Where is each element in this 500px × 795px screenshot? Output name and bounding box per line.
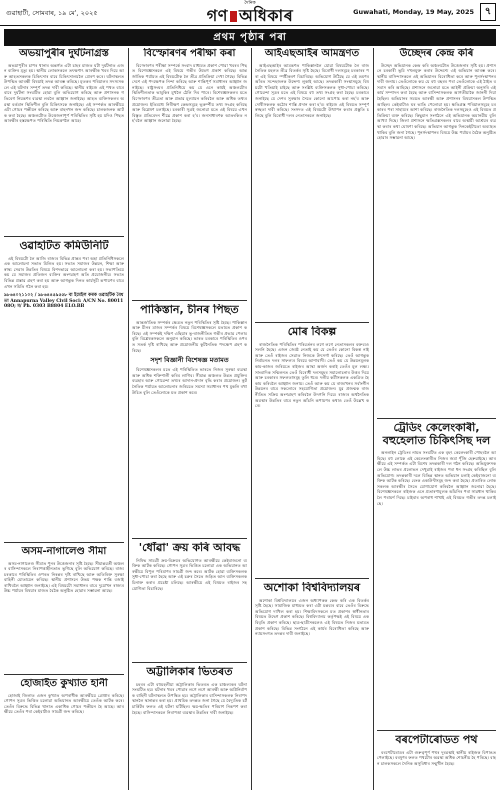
logo-name: গণ অধিকাৰ [206,6,294,25]
contact-info: ৯৮৬৪০২১১০২ / ৯৮৬৪৪৫৯৫৫৮ বা ইমেইল কৰক ওৱাহটিক বৈধতা Annapurna Valley Civil Soci: A/CN No. 8001108O; ম/ Ph. 0303 B8804 ELO.BB [4,293,124,310]
article-body: বিস্ফোৰণৰ পৰীক্ষা সম্পৰ্কে সংবাদ মাধ্যমত প্ৰকাশ পোৱা খবৰৰ পিছত বিশেষজ্ঞসকলে এই বিষয়ে গভীৰ উদ্বেগ প্ৰকাশ কৰিছে। আন্তৰ্জাতিক পৰ্যায়ত এই বিষয়টোক লৈ তীব্ৰ প্ৰতিক্ৰিয়া দেখা গৈছে। বিভিন্ন দেশে এই পদক্ষেপক নিন্দা কৰিছে আৰু শান্তিপূৰ্ণ সমাধানৰ আহ্বান জনাইছে। ৰাষ্ট্ৰসংঘৰ প্ৰতিনিধিয়ে কয় যে এনে কাৰ্যই অঞ্চলটোৰ স্থিতিশীলতাক ভাবুকিৰ মুখলৈ ঠেলি দিব পাৰে। বিশেষজ্ঞসকলৰ মতে বিস্ফোৰণৰ তীব্ৰতা আৰু প্ৰভাৱ মূল্যায়ন কৰিবলৈ আৰু অধিক তথ্যৰ প্ৰয়োজন। ইতিমধ্যে নিৰীক্ষণ কেন্দ্ৰসমূহে ভূকম্পীয় তথ্য সংগ্ৰহ কৰিছে আৰু বিশ্লেষণ চলাইছে। চৰকাৰী সূত্ৰই জনোৱা মতে এই বিষয়ে এখন বিস্তৃত প্ৰতিবেদন শীঘ্ৰে প্ৰকাশ কৰা হ'ব। জনসাধাৰণক আতংকিত নহ'বলৈ আহ্বান জনোৱা হৈছে। [132,62,247,124]
column-1 [4,48,124,788]
article-subhead: সদৃশ বিজ্ঞানী বিশেষজ্ঞ মতামত [150,356,229,365]
divider [377,730,496,732]
masthead-date-left: গুৱাহাটী, সোমবাৰ, ১৯ মে', ২০২৫ [6,9,98,17]
column-4 [377,48,496,788]
article [377,422,496,728]
article [4,678,124,788]
divider [255,578,369,580]
article-body: অসম-নাগালেণ্ড সীমাত পুনৰ উত্তেজনাৰ সৃষ্টি হৈছে। সীমান্তৱৰ্তী অঞ্চলৰ বাসিন্দাসকলে নিৰাপত্তাহীনতাত ভুগিছে বুলি অভিযোগ কৰিছে। ৰাজ্য চৰকাৰে পৰিস্থিতিৰ ওপৰত নিৰন্তৰ দৃষ্টি ৰাখিছে আৰু অতিৰিক্ত সুৰক্ষা বাহিনী মোতায়েন কৰিছে। স্থানীয় প্ৰশাসনে উভয় পক্ষক শান্তি বজাই ৰাখিবলৈ আহ্বান জনাইছে। এই বিষয়টো সমাধানৰ বাবে দুয়োখন ৰাজ্যৰ উচ্চ পৰ্যায়ৰ বিষয়াৰ মাজত বৈঠক অনুষ্ঠিত হোৱাৰ সম্ভাৱনা আছে। [4,560,124,594]
article [377,734,496,788]
logo-tagline: দৈনিক [244,1,256,6]
article-body: বিশেষজ্ঞসকলৰ মতে এই পৰিস্থিতিত ভাৰতে নিজৰ সুৰক্ষা ব্যৱস্থা আৰু অধিক শক্তিশালী কৰিব লাগিব। সীমান্ত অঞ্চলত উন্নত প্ৰযুক্তিৰ ব্যৱহাৰ আৰু গোৱেন্দা তথ্যৰ আদান-প্ৰদান বৃদ্ধি কৰাৰ প্ৰয়োজন। কূটনৈতিক পৰ্যায়ত আলোচনাৰ জৰিয়তে সমস্যা সমাধানৰ পথ মুকলি ৰখা উচিত বুলি তেওঁলোকে মত প্ৰকাশ কৰে। [132,367,247,395]
article-body: এই বিষয়টো লৈ আজি ৰাজ্যৰ বিভিন্ন প্ৰান্তৰ পৰা অহা প্ৰতিনিধিসকলে এক আলোচনা সভাত মিলিত হয়। সভাত সমাজৰ উন্নয়ন, শিক্ষা আৰু স্বাস্থ্য সেৱাৰ উন্নতিৰ বিষয়ে বিশদভাৱে আলোচনা কৰা হয়। সভাপতিয়ে কয় যে সমাজৰ প্ৰতিজন ব্যক্তিৰ অংশগ্ৰহণ অতি প্ৰয়োজনীয়। সভাত বিভিন্ন প্ৰস্তাৱ গ্ৰহণ কৰা হয় আৰু আগন্তুক দিনত কাৰ্যসূচী ৰূপায়ণৰ বাবে এখন সমিতি গঠন কৰা হয়। [4,255,124,289]
divider [4,542,124,544]
column-rule [251,48,252,790]
article-headline: ট্ৰেডিং কেলেংকাৰী, বহুহেলাত চিকিৎসিছ দল [382,422,491,447]
article [132,666,247,788]
divider [132,300,247,302]
column-3 [255,48,369,788]
divider [377,418,496,420]
page-number: ৭ [480,3,496,21]
article-headline: 'ধোঁৱা' ক্ৰয় কৰি আবদ্ধ [138,542,241,554]
article-headline: অশোকা বিশ্ববিদ্যালয়ৰ [263,582,361,594]
article-body: বৰপেটাৰোডৰ এটা গুৰুত্বপূৰ্ণ পথৰ দুৰৱস্থাই স্থানীয় ৰাইজক বিপাঙত পেলাইছে। বৰষুণৰ ফলত পথটোৰ অৱস্থা অধিক শোচনীয় হৈ পৰিছে। বাহন চালকসকলে দৈনিক অসুবিধাৰ সন্মুখীন হৈছে। [377,749,496,766]
article-body: হোজাই জিলাত এজন কুখ্যাত অপৰাধীক আৰক্ষীয়ে গ্ৰেপ্তাৰ কৰিছে। গোপন সূত্ৰৰ ভিত্তিত চলোৱা অভিযানত আৰক্ষীয়ে তেওঁক আটক কৰে। তেওঁৰ বিৰুদ্ধে বিভিন্ন থানাত একাধিক গোচৰ পঞ্জীয়ন হৈ আছে। আৰক্ষীয়ে তেওঁৰ পৰা কেইবাটাও সামগ্ৰী জব্দ কৰিছে। [4,692,124,715]
article-headline: মোৰ বিকল্প [287,326,337,338]
article-headline: বৰপেটাৰোডত পথ [395,734,478,746]
article [132,48,247,298]
column-rule [128,48,129,790]
article [255,326,369,576]
divider [4,674,124,676]
column-rule [373,48,374,790]
article [132,542,247,660]
article-body: আন্তৰ্জাতিক সম্পৰ্কৰ ক্ষেত্ৰত নতুন পৰিস্থিতিৰ সৃষ্টি হৈছে। পাকিস্তান আৰু চীনৰ মাজৰ সম্পৰ্কৰ বিষয়ে বিশেষজ্ঞসকলে মতামত প্ৰকাশ কৰিছে। এই সম্পৰ্কই দক্ষিণ এছিয়াৰ ভূ-ৰাজনীতিত গভীৰ প্ৰভাৱ পেলাব বুলি বিশ্লেষকসকলে অনুমান কৰিছে। ভাৰত চৰকাৰে পৰিস্থিতিৰ ওপৰত সতৰ্ক দৃষ্টি ৰাখিছে আৰু প্ৰয়োজনীয় কূটনৈতিক পদক্ষেপ গ্ৰহণ কৰিছে। [132,319,247,353]
newspaper-logo [196,1,304,24]
article [132,304,247,536]
article [4,546,124,673]
article [255,48,369,320]
section-banner: প্ৰথম পৃষ্ঠাৰ পৰা [4,29,496,46]
article-headline: পাকিস্তান, চীনৰ পিছত [140,304,239,316]
article-headline: উচ্ছেদৰ কেন্দ্ৰ কৰি [399,48,474,59]
article-headline: অট্টালিকাৰ ভিতৰত [146,666,233,678]
masthead [0,0,500,26]
column-2 [132,48,247,788]
article-body: চহৰৰ এটা বহুমহলীয়া অট্টালিকাৰ ভিতৰত এক চাঞ্চল্যকৰ ঘটনা সংঘটিত হয়। ঘটনাৰ খবৰ পোৱাৰ লগে লগে আৰক্ষী আৰু অগ্নিনিৰ্বাপক বাহিনী ঘটনাস্থলত উপস্থিত হয়। অট্টালিকাৰ বাসিন্দাসকলক নিৰাপদ স্থানলৈ স্থানান্তৰ কৰা হয়। প্ৰাথমিক তদন্তত জনা গৈছে যে বৈদ্যুতিক চৰ্ট চাৰ্কিটৰ ফলত এই ঘটনা ঘটিছিল। ক্ষয়-ক্ষতিৰ পৰিমাণ নিৰূপণ কৰা হৈছে। বাসিন্দাসকলে নিৰাপত্তা ব্যৱস্থাৰ উন্নতিৰ দাবী জনাইছে। [132,681,247,715]
article-headline: ওৱাহটিত কমিউনিটি [19,240,109,252]
article [255,582,369,788]
article-body: উচ্ছেদ অভিযানক কেন্দ্ৰ কৰি অঞ্চলটোত উত্তেজনাৰ সৃষ্টি হয়। প্ৰশাসনে চৰকাৰী ভূমি দখলমুক্ত কৰাৰ উদ্দেশ্যে এই অভিযান আৰম্ভ কৰে। স্থানীয় বাসিন্দাসকলে এই অভিযানৰ বিৰোধিতা কৰে আৰু পুনৰ্সংস্থাপনৰ দাবী জনায়। তেওঁলোকে কয় যে বহু বছৰৰ পৰা তেওঁলোকে এই ঠাইত বসবাস কৰি আহিছে। প্ৰশাসনে জনোৱা মতে আইনী প্ৰক্ৰিয়া অনুসৰি এই কাৰ্য সম্পাদন কৰা হৈছে আৰু বাসিন্দাসকলক আগতীয়াকৈ জাননী দিয়া হৈছিল। অভিযানৰ সময়ত আৰক্ষী আৰু প্ৰশাসনৰ বিষয়াসকল উপস্থিত আছিল। কেইবাটাও ঘৰ ভাঙি পেলোৱা হয়। ক্ষতিগ্ৰস্ত পৰিয়ালসমূহে চৰকাৰৰ পৰা সাহায্যৰ আশা কৰিছে। ৰাজনৈতিক দলসমূহেও এই বিষয়ত প্ৰতিক্ৰিয়া ব্যক্ত কৰিছে। কিছুমান সংগঠনে এই অভিযানক অমানৱীয় বুলি আখ্যা দিছে। জিলা প্ৰশাসনে ক্ষতিগ্ৰস্তসকলৰ বাবে অস্থায়ী আশ্ৰয়ৰ ব্যৱস্থা কৰাৰ কথা ঘোষণা কৰিছে। অভিযান আগন্তুক দিনকেইটাতো অব্যাহত থাকিব বুলি জনা গৈছে। পুনৰ্সংস্থাপনৰ বিষয়ে উচ্চ পৰ্যায়ৰ বৈঠক অনুষ্ঠিত হোৱাৰ সম্ভাৱনা আছে। [377,62,496,141]
divider [132,662,247,664]
article-body: অভয়াপুৰীৰ চাপৰ থানাৰ অন্তৰ্গত এটা চাহৰ মাজত ঘটা দুৰ্ঘটনাত এজন ব্যক্তিৰ মৃত্যু হয়। স্থানীয় লোকসকলে তৎক্ষণাৎ আৰক্ষীক খবৰ দিয়ে আৰু আহতসকলক চিকিৎসাৰ বাবে চিকিৎসালয়লৈ প্ৰেৰণ কৰে। ঘটনাস্থলত উপস্থিত আৰক্ষী বিষয়াই তদন্ত আৰম্ভ কৰিছে। মৃতকৰ পৰিয়ালৰ সদস্যসকলে এই ঘটনাৰ সম্পূৰ্ণ তদন্ত দাবী কৰিছে। স্থানীয় ৰাইজে এই পথত বাৰে বাৰে দুৰ্ঘটনা সংঘটিত হোৱা বুলি অভিযোগ কৰিছে আৰু প্ৰশাসনক গতিবেগ নিয়ন্ত্ৰণৰ ব্যৱস্থা লবলৈ আহ্বান জনাইছে। আহত ব্যক্তিসকলৰ অৱস্থা বৰ্তমান স্থিতিশীল বুলি চিকিৎসকে জনাইছে। এই সম্পৰ্কত আৰক্ষীয়ে এটা গোচৰ পঞ্জীয়ন কৰিছে আৰু বাহনখন জব্দ কৰিছে। চালকজনক আটক কৰা হৈছে। অঞ্চলটোত উত্তেজনাপূৰ্ণ পৰিস্থিতিৰ সৃষ্টি হয় যদিও পিছত আৰক্ষীৰ হস্তক্ষেপত পৰিস্থিতি নিয়ন্ত্ৰণলৈ আহে। [4,62,124,124]
article-body: ৰাজনৈতিক পৰিস্থিতিৰ পৰিৱৰ্তনৰ লগে লগে নেতাসকলৰ বক্তব্যও সলনি হৈছে। এজন জ্যেষ্ঠ নেতাই কয় যে তেওঁৰ কোনো বিকল্প নাই আৰু তেওঁ ৰাইজৰ সেৱাত নিজকে উৎসৰ্গা কৰিছে। তেওঁ আগন্তুক নিৰ্বাচনত দলৰ সাফল্যৰ বিষয়ে আশাবাদী। তেওঁ কয় যে উন্নয়নমূলক কাম-কাজৰ জৰিয়তে ৰাইজৰ আস্থা অৰ্জন কৰাই তেওঁৰ মূল লক্ষ্য। সাংবাদিক সন্মিলনত তেওঁ বিৰোধী দলসমূহৰ সমালোচনাৰ উত্তৰ দিয়ে আৰু চৰকাৰৰ সফলতাসমূহ তুলি ধৰে। দলীয় কৰ্মীসকলক একত্ৰিত হৈ কাম কৰিবলৈ আহ্বান জনায়। তেওঁ আৰু কয় যে ৰাজ্যখনৰ সৰ্বাংগীন উন্নয়নৰ বাবে সকলোৰে সহযোগিতা প্ৰয়োজন। যুৱ প্ৰজন্মক ৰাজনীতিত সক্ৰিয় অংশগ্ৰহণ কৰিবলৈ উদগনি দিয়ে। ৰাজ্যৰ অৰ্থনৈতিক অৱস্থাৰ উন্নতিৰ বাবে নতুন আঁচনি ৰূপায়ণৰ কথাও তেওঁ উল্লেখ কৰে। [255,341,369,409]
article-body: অশোকা বিশ্ববিদ্যালয়ৰ এজন অধ্যাপকক কেন্দ্ৰ কৰি এক বিতৰ্কৰ সৃষ্টি হৈছে। সামাজিক মাধ্যমত কৰা এটা মন্তব্যৰ বাবে তেওঁৰ বিৰুদ্ধে অভিযোগ দাখিল কৰা হয়। শিক্ষাবিদসকলে মত প্ৰকাশৰ স্বাধীনতাৰ বিষয়ত উদ্বেগ প্ৰকাশ কৰিছে। বিশ্ববিদ্যালয় কৰ্তৃপক্ষই এই বিষয়ে এক বিবৃতি প্ৰকাশ কৰিছে। ছাত্ৰ-ছাত্ৰীসকলেও এই বিষয়ত নিজৰ মতামত প্ৰকাশ কৰিছে। বিভিন্ন সংগঠনে এই কাৰ্যৰ বিৰোধিতা কৰিছে আৰু ন্যায়সংগত তদন্তৰ দাবী জনাইছে। [255,597,369,637]
article-headline: আইএছআইৰ আমন্ত্ৰণত [264,48,360,59]
article [4,48,124,234]
divider [255,322,369,324]
masthead-date-right: Guwahati, Monday, 19 May, 2025 [353,8,474,16]
article-headline: হোজাইত কুখ্যাত হানী [20,678,108,689]
article [377,48,496,416]
article-body: অনলাইন ট্ৰেডিংৰ নামত সংঘটিত এক বৃহৎ কেলেংকাৰী পোহৰলৈ আহিছে। বহু লোকে এই কেলেংকাৰীত নিজৰ জমা পুঁজি হেৰুৱাইছে। আৰক্ষীয়ে এই সম্পৰ্কত এটা বিশেষ তদন্তকাৰী দল গঠন কৰিছে। অভিযুক্তসকলে উচ্চ লাভৰ প্ৰলোভন দেখুৱাই ৰাইজৰ পৰা ধন সংগ্ৰহ কৰিছিল বুলি অভিযোগ। তদন্তকাৰী দলে বিভিন্ন স্থানত অভিযান চলাই কেইবাজনো ব্যক্তিক আটক কৰিছে। বেংক একাউণ্টসমূহ জব্দ কৰা হৈছে। প্ৰতাৰিত লোকসকলক আৰক্ষীৰ সৈতে যোগাযোগ কৰিবলৈ আহ্বান জনোৱা হৈছে। বিশেষজ্ঞসকলে ৰাইজক এনে প্ৰতাৰণামূলক আঁচনিৰ পৰা সাৱধান থাকিবলৈ পৰামৰ্শ দিছে। চাইবাৰ অপৰাধ শাখাই এই বিষয়ত গভীৰ তদন্ত চলাইছে। [377,450,496,506]
article-headline: অসম-নাগালেণ্ড সীমা [21,546,107,557]
article [4,240,124,540]
divider [132,538,247,540]
article-headline: অভয়াপুৰীৰ দুৰ্ঘটনাগ্ৰস্ত [19,48,109,59]
article-body: আইএছআইৰ আমন্ত্ৰণত পাকিস্তানলৈ যোৱা বিষয়টোক লৈ ৰাজনৈতিক মহলত তীব্ৰ বিতৰ্কৰ সৃষ্টি হৈছে। বিৰোধী দলসমূহে চৰকাৰৰ পৰা এই বিষয়ে স্পষ্টীকৰণ বিচাৰিছে। অভিযোগ উঠিছে যে এই ভ্ৰমণৰ আঁৰত সন্দেহজনক উদ্দেশ্য লুকাই আছে। তদন্তকাৰী সংস্থাসমূহে বিষয়টো খতিয়াই চাইছে আৰু সংশ্লিষ্ট ব্যক্তিসকলক সুধা-পোচা কৰিছে। গোৱেন্দা সূত্ৰৰ মতে এই বিষয়ে বহু তথ্য সংগ্ৰহ কৰা হৈছে। চৰকাৰে জনাইছে যে দেশৰ সুৰক্ষাৰ সৈতে কোনো আপোচ কৰা নহ'ব আৰু দোষীসকলক কঠোৰ শাস্তি প্ৰদান কৰা হ'ব। ৰাইজে এই বিষয়ত সম্পূৰ্ণ স্বচ্ছতা দাবী কৰিছে। সংসদত এই বিষয়টো উত্থাপন কৰাৰ প্ৰস্তুতি চলিছে বুলি বিৰোধী দলৰ নেতাসকলে জনাইছে। [255,62,369,118]
article-body: নিষিদ্ধ সামগ্ৰী ক্ৰয়-বিক্ৰয়ৰ অভিযোগত আৰক্ষীয়ে কেইবাজনো ব্যক্তিক আটক কৰিছে। গোপন সূত্ৰৰ ভিত্তিত চলোৱা এক অভিযানত আৰক্ষীয়ে বিপুল পৰিমাণৰ সামগ্ৰী জব্দ কৰে। আটক হোৱা ব্যক্তিসকলক সুধা-পোচা কৰা হৈছে আৰু এই চক্ৰৰ সৈতে জড়িত আন ব্যক্তিসকলক চিনাক্ত কৰাৰ প্ৰচেষ্টা চলিছে। আৰক্ষীয়ে এই বিষয়ত ৰাইজৰ সহযোগিতা বিচাৰিছে। [132,557,247,591]
article-headline: বিস্ফোৰণৰ পৰীক্ষা কৰা [143,48,236,59]
divider [4,236,124,238]
